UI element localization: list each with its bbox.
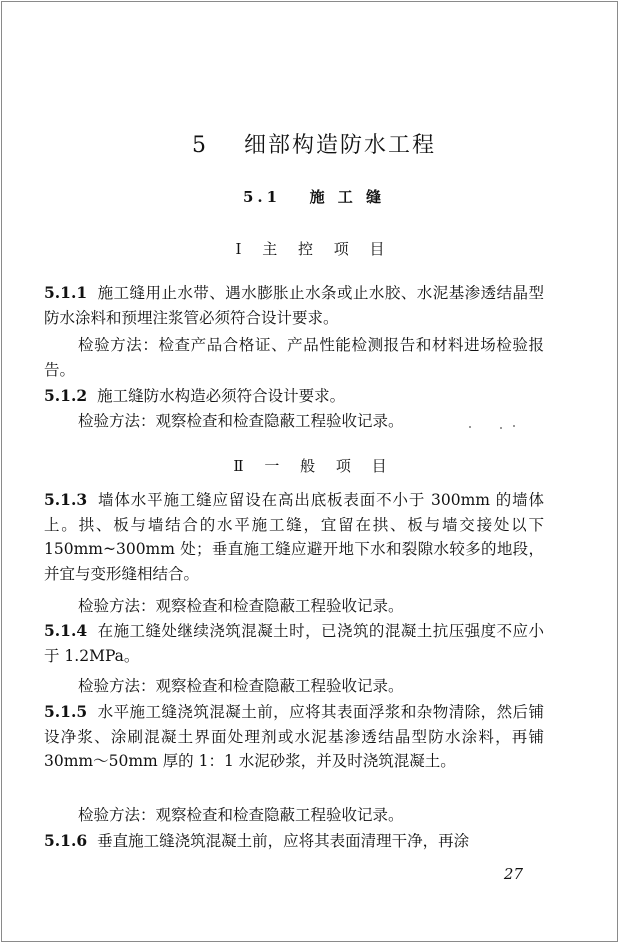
clause-text: 水平施工缝浇筑混凝土前，应将其表面浮浆和杂物清除，然后铺设净浆、涂刷混凝土界面处理剂或水泥基渗透结晶型防水涂料，再铺 30mm～50mm 厚的 1：1 水泥砂浆，并及时浇筑混凝土。 xyxy=(44,703,544,770)
page-number: 27 xyxy=(503,865,523,883)
inspection-method: 检验方法：观察检查和检查隐蔽工程验收记录。 xyxy=(78,412,404,430)
scan-speck xyxy=(513,425,515,427)
inspection-method: 检验方法：观察检查和检查隐蔽工程验收记录。 xyxy=(78,597,404,615)
subheading-general: Ⅱ 一 般 项 目 xyxy=(233,457,395,475)
clause-text: 墙体水平施工缝应留设在高出底板表面不小于 300mm 的墙体上。拱、板与墙结合的水平施工缝，宜留在拱、板与墙交接处以下 150mm~300mm 处；垂直施工缝应避开地下水和裂隙水较多的地段，并宜与变形缝相结合。 xyxy=(44,491,544,583)
clause-5-1-6 xyxy=(44,829,544,854)
clause-5-1-1 xyxy=(44,281,544,330)
clause-number: 5.1.3 xyxy=(44,490,88,509)
section-name: 施 工 缝 xyxy=(309,188,386,206)
clause-number: 5.1.4 xyxy=(44,621,88,640)
scan-speck xyxy=(469,426,471,428)
section-number: 5.1 xyxy=(242,188,282,206)
clause-text: 施工缝防水构造必须符合设计要求。 xyxy=(97,387,346,405)
scan-speck xyxy=(500,427,502,429)
clause-text: 在施工缝处继续浇筑混凝土时，已浇筑的混凝土抗压强度不应小于 1.2MPa。 xyxy=(44,622,544,665)
clause-text: 施工缝用止水带、遇水膨胀止水条或止水胶、水泥基渗透结晶型防水涂料和预埋注浆管必须符合设计要求。 xyxy=(44,284,544,327)
clause-number: 5.1.2 xyxy=(44,386,88,405)
inspection-method: 检验方法：观察检查和检查隐蔽工程验收记录。 xyxy=(78,806,404,824)
clause-text: 垂直施工缝浇筑混凝土前，应将其表面清理干净，再涂 xyxy=(97,832,470,850)
chapter-name: 细部构造防水工程 xyxy=(243,133,436,158)
inspection-method: 检验方法：观察检查和检查隐蔽工程验收记录。 xyxy=(78,677,404,695)
clause-5-1-2 xyxy=(44,384,544,409)
chapter-number: 5 xyxy=(191,133,208,158)
clause-5-1-3 xyxy=(44,488,544,586)
clause-5-1-4 xyxy=(44,619,544,668)
inspection-method: 检验方法：检查产品合格证、产品性能检测报告和材料进场检验报告。 xyxy=(44,336,544,379)
clause-5-1-5 xyxy=(44,700,544,774)
section-title xyxy=(44,186,584,207)
clause-number: 5.1.6 xyxy=(44,831,88,850)
subheading-main-control: Ⅰ 主 控 项 目 xyxy=(235,240,393,258)
chapter-title xyxy=(44,130,584,162)
clause-number: 5.1.5 xyxy=(44,702,88,721)
clause-number: 5.1.1 xyxy=(44,283,88,302)
